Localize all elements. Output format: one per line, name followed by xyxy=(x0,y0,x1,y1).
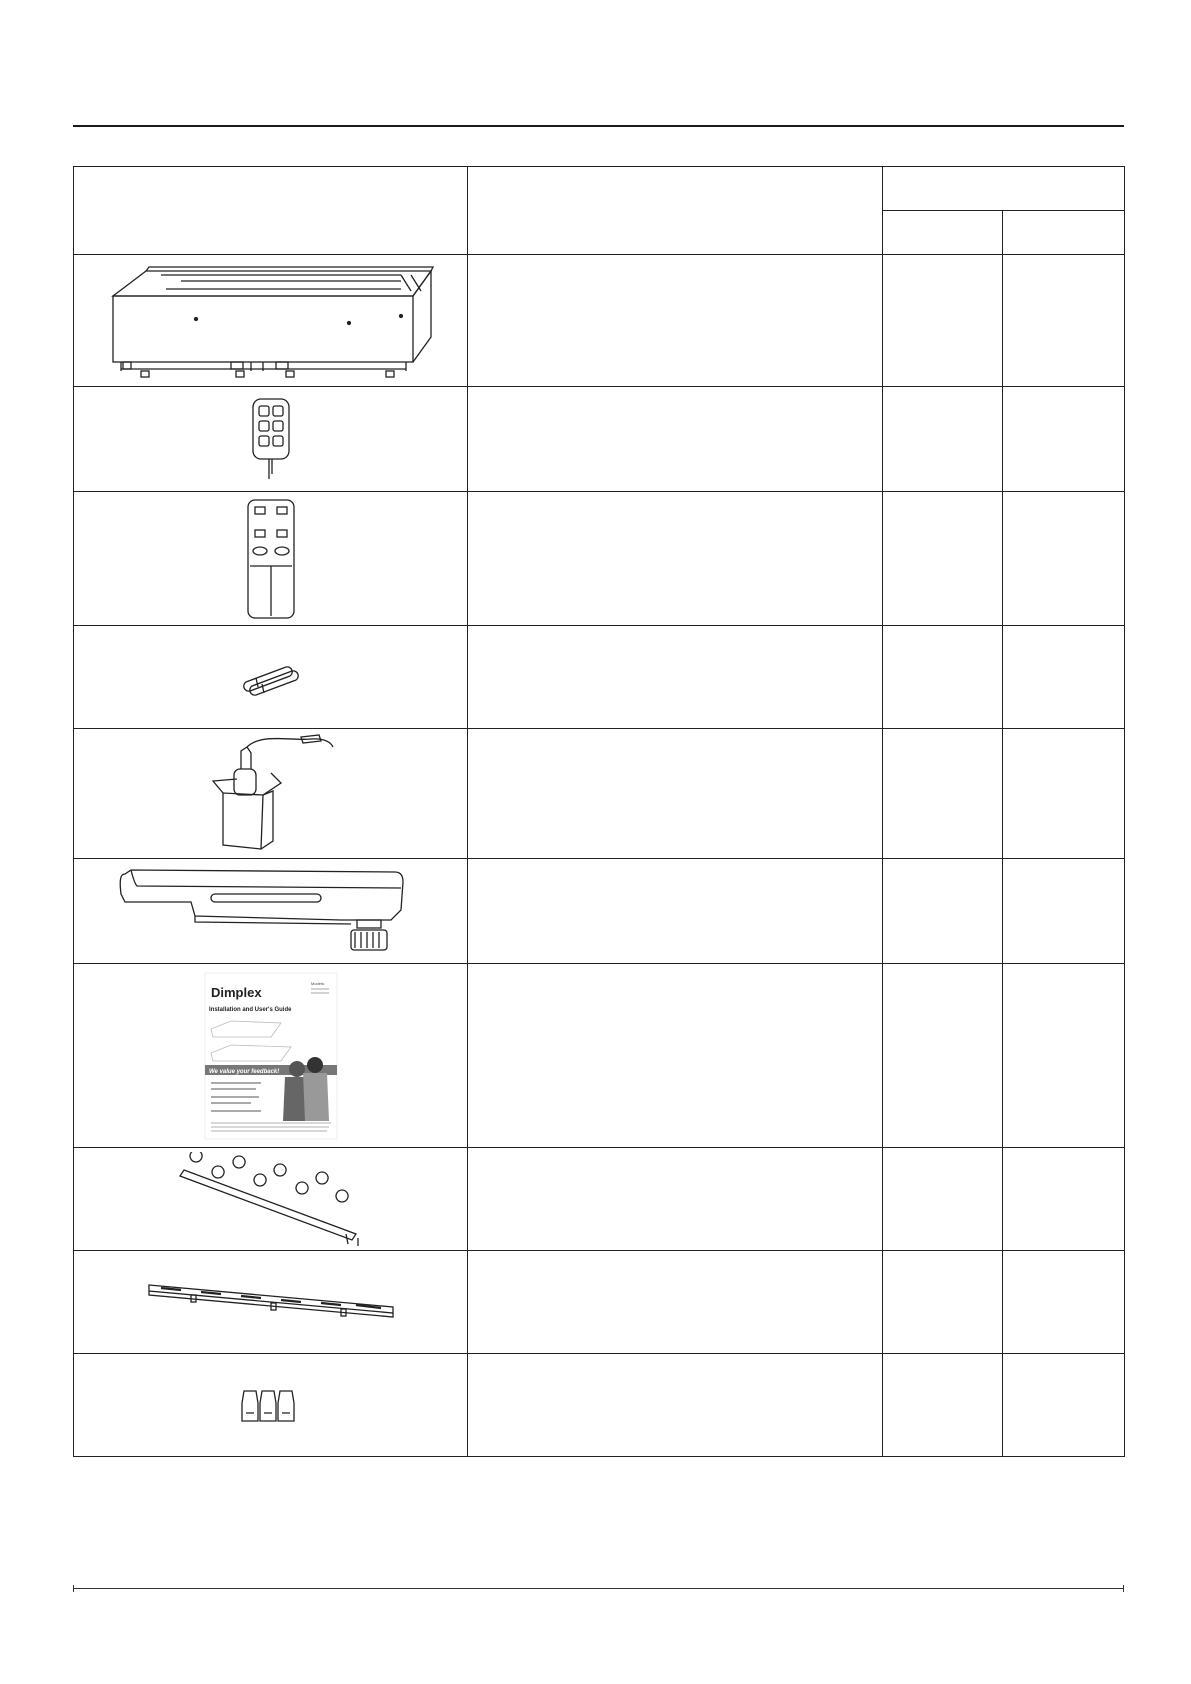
row-description xyxy=(468,255,883,387)
row-qty-b xyxy=(1003,1148,1125,1251)
row-qty-a xyxy=(883,1354,1003,1457)
manual-models-label: Models: xyxy=(310,980,325,986)
table-row xyxy=(74,964,1125,1148)
table-header-row xyxy=(74,167,1125,211)
firebox-insert-icon xyxy=(101,261,441,381)
header-qty-a xyxy=(883,211,1003,255)
footer-rule xyxy=(73,1588,1124,1589)
illustration-cell xyxy=(74,1251,468,1354)
row-qty-a xyxy=(883,1148,1003,1251)
row-qty-b xyxy=(1003,964,1125,1148)
light-bar-bracket-icon xyxy=(176,1152,366,1247)
table-row xyxy=(74,729,1125,859)
row-description xyxy=(468,859,883,964)
row-qty-b xyxy=(1003,859,1125,964)
row-qty-b xyxy=(1003,626,1125,729)
remote-control-icon xyxy=(236,496,306,622)
table-row xyxy=(74,1354,1125,1457)
illustration-cell xyxy=(74,492,468,626)
row-description xyxy=(468,387,883,492)
header-rule xyxy=(73,125,1124,127)
row-qty-b xyxy=(1003,492,1125,626)
table-row xyxy=(74,1148,1125,1251)
row-qty-a xyxy=(883,859,1003,964)
row-description xyxy=(468,1251,883,1354)
row-qty-b xyxy=(1003,1251,1125,1354)
table-row xyxy=(74,255,1125,387)
row-description xyxy=(468,492,883,626)
manual-booklet-icon xyxy=(201,971,341,1141)
illustration-cell xyxy=(74,729,468,859)
mounting-clips-icon xyxy=(236,1383,306,1427)
row-qty-a xyxy=(883,255,1003,387)
water-tank-tray-icon xyxy=(111,862,431,960)
row-description xyxy=(468,964,883,1148)
illustration-cell xyxy=(74,859,468,964)
row-qty-a xyxy=(883,626,1003,729)
row-description xyxy=(468,729,883,859)
trim-rail-icon xyxy=(141,1277,401,1327)
water-pump-bottle-icon xyxy=(201,733,341,855)
illustration-cell xyxy=(74,626,468,729)
table-row xyxy=(74,492,1125,626)
manual-brand: Dimplex xyxy=(210,984,262,1000)
manual-title: Installation and User's Guide xyxy=(208,1006,291,1013)
row-qty-a xyxy=(883,1251,1003,1354)
row-description xyxy=(468,626,883,729)
table-row xyxy=(74,859,1125,964)
row-qty-a xyxy=(883,729,1003,859)
table-row xyxy=(74,626,1125,729)
row-qty-a xyxy=(883,964,1003,1148)
row-description xyxy=(468,1354,883,1457)
illustration-cell xyxy=(74,387,468,492)
row-qty-b xyxy=(1003,255,1125,387)
row-qty-b xyxy=(1003,387,1125,492)
illustration-cell xyxy=(74,964,468,1148)
wired-control-panel-icon xyxy=(241,394,301,484)
row-qty-b xyxy=(1003,1354,1125,1457)
table-row xyxy=(74,1251,1125,1354)
header-illustration xyxy=(74,167,468,255)
header-description xyxy=(468,167,883,255)
manual-banner: We value your feedback! xyxy=(208,1068,279,1075)
illustration-cell xyxy=(74,1354,468,1457)
row-qty-a xyxy=(883,492,1003,626)
row-description xyxy=(468,1148,883,1251)
parts-table xyxy=(73,166,1125,1457)
aaa-batteries-icon xyxy=(236,657,306,697)
row-qty-b xyxy=(1003,729,1125,859)
row-qty-a xyxy=(883,387,1003,492)
illustration-cell xyxy=(74,1148,468,1251)
header-qty-b xyxy=(1003,211,1125,255)
header-quantity xyxy=(883,167,1125,211)
table-row xyxy=(74,387,1125,492)
illustration-cell xyxy=(74,255,468,387)
